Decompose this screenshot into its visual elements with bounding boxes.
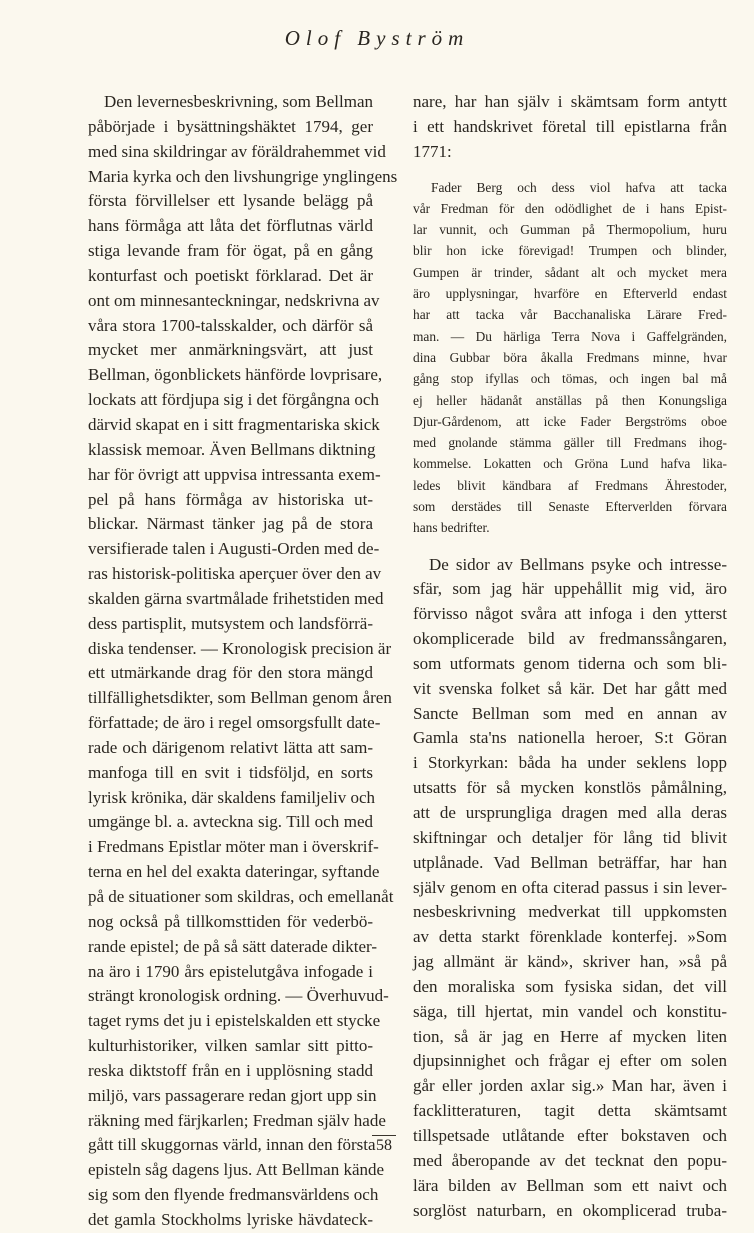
text-line: na äro i 1790 års epistelutgåva infogade i xyxy=(88,961,373,981)
text-line: vit svenska folket så kär. Det har gått med xyxy=(413,678,727,698)
text-line: Maria kyrka och den livshungrige ynglingens xyxy=(88,166,398,186)
text-line: har för övrigt att uppvisa intressanta exem- xyxy=(88,464,381,484)
text-line: kulturhistoriker, vilken samlar sitt pitto- xyxy=(88,1036,373,1056)
text-line: nare, har han själv i skämtsam form antytt xyxy=(413,92,727,111)
text-line: blir hon icke förevigad! Trumpen och blinder, xyxy=(413,243,727,259)
text-line: lära bilden av Bellman som ett naivt och xyxy=(413,1175,727,1195)
text-line: klassisk memoar. Även Bellmans diktning xyxy=(88,439,376,459)
text-line: gått till skuggornas värld, innan den första xyxy=(88,1135,376,1155)
text-line: rande epistel; de på så sätt daterade dikter- xyxy=(88,936,377,956)
text-line: räkning med färjkarlen; Fredman själv hade xyxy=(88,1110,386,1130)
text-line: dina Gubbar böra åkalla Fredmans minne, hvar xyxy=(413,349,727,365)
right-column xyxy=(413,90,727,1223)
text-line: lar vunnit, och Gumman på Thermopolium, huru xyxy=(413,222,727,238)
text-line: nesbeskrivning medverkat till uppkomsten xyxy=(413,902,727,922)
text-line: äro upplysningar, hvarföre en Efterverld endast xyxy=(413,286,727,302)
text-line: vår Fredman för den odödlighet de i hans Epist- xyxy=(413,200,727,216)
paragraph-continuation xyxy=(413,90,727,165)
text-line: djupsinnighet och frågar ej efter om solen xyxy=(413,1051,727,1071)
text-line: att de ursprungliga dragen med alla deras xyxy=(413,803,727,823)
text-line: diska tendenser. — Kronologisk precision är xyxy=(88,638,392,658)
text-line: facklitteraturen, tagit detta skämtsamt xyxy=(413,1101,727,1121)
text-line: kommelse. Lokatten och Gröna Lund hafva lika- xyxy=(413,456,727,472)
text-line: Gamla sta'ns nationella heroer, S:t Göran xyxy=(413,728,727,748)
text-line: De sidor av Bellmans psyke och intresse- xyxy=(429,554,727,574)
text-line: man. — Du härliga Terra Nova i Gaffelgränden, xyxy=(413,328,727,344)
text-line: i Storkyrkan: båda ha under seklens lopp xyxy=(413,753,727,773)
text-line: miljö, vars passagerare redan gjort upp sin xyxy=(88,1085,377,1105)
text-line: Den levernesbeskrivning, som Bellman xyxy=(104,92,373,111)
text-line: första förvillelser ett lysande belägg på xyxy=(88,191,373,211)
text-line: utplånade. Vad Bellman beträffar, har han xyxy=(413,852,727,872)
page-number: 58 xyxy=(376,1137,392,1154)
text-line: Fader Berg och dess viol hafva att tacka xyxy=(431,179,727,195)
text-line: påbörjade i bysättningshäktet 1794, ger xyxy=(88,116,373,136)
text-line: med åberopande av det tecknat den popu- xyxy=(413,1150,727,1170)
text-line: ledes blivit kändbara af Fredmans Ährestoder, xyxy=(413,477,727,493)
text-line: i Fredmans Epistlar möter man i överskrif- xyxy=(88,837,379,857)
text-line: manfoga till en svit i tidsföljd, en sorts xyxy=(88,762,373,782)
text-line: skalden gärna svartmålade frihetstiden med xyxy=(88,588,384,608)
text-line: okomplicerade bild av fredmanssångaren, xyxy=(413,629,727,649)
text-line: själv genom en ofta citerad passus i sin lever- xyxy=(413,877,727,897)
text-line: hans förmåga att låta det förflutnas värld xyxy=(88,216,373,236)
text-line: ras historisk-politiska aperçuer över den av xyxy=(88,564,382,584)
paragraph xyxy=(413,553,727,1224)
text-line: strängt kronologisk ordning. — Överhuvud- xyxy=(88,986,389,1006)
text-line: jag allmänt är känd», skriver han, »så på xyxy=(413,952,727,972)
text-line: tillspetsade utlåtande efter bokstaven och xyxy=(413,1125,727,1145)
text-line: tillfällighetsdikter, som Bellman genom åren xyxy=(88,688,392,708)
text-line: nog också på tillkomsttiden för vederbö- xyxy=(88,911,373,931)
text-line: stiga levande fram för ögat, på en gång xyxy=(88,241,373,261)
text-line: mycket mer anmärkningsvärt, att just xyxy=(88,340,373,360)
text-line: episteln såg dagens ljus. Att Bellman kände xyxy=(88,1160,385,1180)
text-line: sorglöst naturbarn, en okomplicerad truba- xyxy=(413,1200,727,1220)
text-line: lyrisk krönika, där skaldens familjeliv och xyxy=(88,787,376,807)
text-line: författade; de äro i regel omsorgsfullt date- xyxy=(88,713,381,733)
text-line: taget ryms det ju i epistelskalden ett stycke xyxy=(88,1011,381,1031)
text-line: på de situationer som skildras, och emellanåt xyxy=(88,887,394,906)
text-line: i ett handskrivet företal till epistlarna från xyxy=(413,116,727,136)
text-line: versifierade talen i Augusti-Orden med de- xyxy=(88,539,380,559)
text-line: går eller jorden axlar sig.» Man har, även i xyxy=(413,1076,727,1096)
text-line: Djur-Gårdenom, att icke Fader Bergströms oboe xyxy=(413,413,727,429)
text-line: som utformats genom tiderna och som bli- xyxy=(413,653,727,673)
text-line: tion, så är jag en Herre af mycken liten xyxy=(413,1026,727,1046)
text-line: lockats att fördjupa sig i det förgångna och xyxy=(88,390,379,410)
text-line: därvid skapat en i sitt fragmentariska skick xyxy=(88,414,380,434)
text-line: skiftningar och detaljer för lång tid blivit xyxy=(413,827,727,847)
block-quote xyxy=(413,177,727,539)
text-line: dess partisplit, mutsystem och landsförrä- xyxy=(88,613,373,633)
text-line: ett utmärkande drag för den stora mängd xyxy=(88,663,373,683)
text-line: 1771: xyxy=(413,141,452,161)
text-line: ont om minnesanteckningar, nedskrivna av xyxy=(88,290,380,310)
text-line: sfär, som jag här uppehållit mig vid, äro xyxy=(413,579,727,599)
text-line: har att tacka vår Bacchanaliska Lärare Fred- xyxy=(413,307,727,323)
text-line: Bellman, ögonblickets hänförde lovprisare, xyxy=(88,365,383,385)
text-line: säga, till hjertat, min vandel och konstitu- xyxy=(413,1001,727,1021)
text-line: blickar. Närmast tänker jag på de stora xyxy=(88,514,373,534)
text-line: av detta starkt förenklade konterfej. »Som xyxy=(413,927,727,947)
text-line: gång stop ifyllas och tömas, och ingen bal må xyxy=(413,371,727,387)
text-line: terna en hel del exakta dateringar, syftande xyxy=(88,862,380,882)
text-line: rade och därigenom relativt lätta att sam- xyxy=(88,737,373,757)
text-line: pel på hans förmåga av historiska ut- xyxy=(88,489,373,509)
text-line: Gumpen är trinder, sådant alt och mycket mera xyxy=(413,264,727,280)
text-line: Sancte Bellman som med en annan av xyxy=(413,703,727,723)
text-line: hans bedrifter. xyxy=(413,520,490,536)
page-number-rule xyxy=(372,1135,396,1136)
text-line: den moraliska som fysiska sidan, det vill xyxy=(413,976,727,996)
text-line: med sina skildringar av föräldrahemmet vid xyxy=(88,141,386,161)
text-line: våra stora 1700-talsskalder, och därför så xyxy=(88,315,373,335)
running-header: Olof Byström xyxy=(284,26,470,50)
text-line: förvisso något svåra att infoga i den ytterst xyxy=(413,604,727,624)
text-line: utsatts för så mycken konstlös påmålning, xyxy=(413,778,727,798)
text-line: konturfast och poetiskt förklarad. Det är xyxy=(88,265,373,285)
text-line: med gnolande stämma gäller till Fredmans ihog- xyxy=(413,435,727,451)
text-line: det gamla Stockholms lyriske hävdateck- xyxy=(88,1209,373,1229)
text-line: som derstädes till Senaste Efterverlden förvara xyxy=(413,498,727,514)
text-line: sig som den flyende fredmansvärldens och xyxy=(88,1185,379,1205)
text-line: reska diktstoff från en i upplösning stadd xyxy=(88,1060,373,1080)
text-line: umgänge bl. a. avteckna sig. Till och med xyxy=(88,812,373,832)
text-line: ej heller hädanåt anställas på then Konungsliga xyxy=(413,392,727,408)
